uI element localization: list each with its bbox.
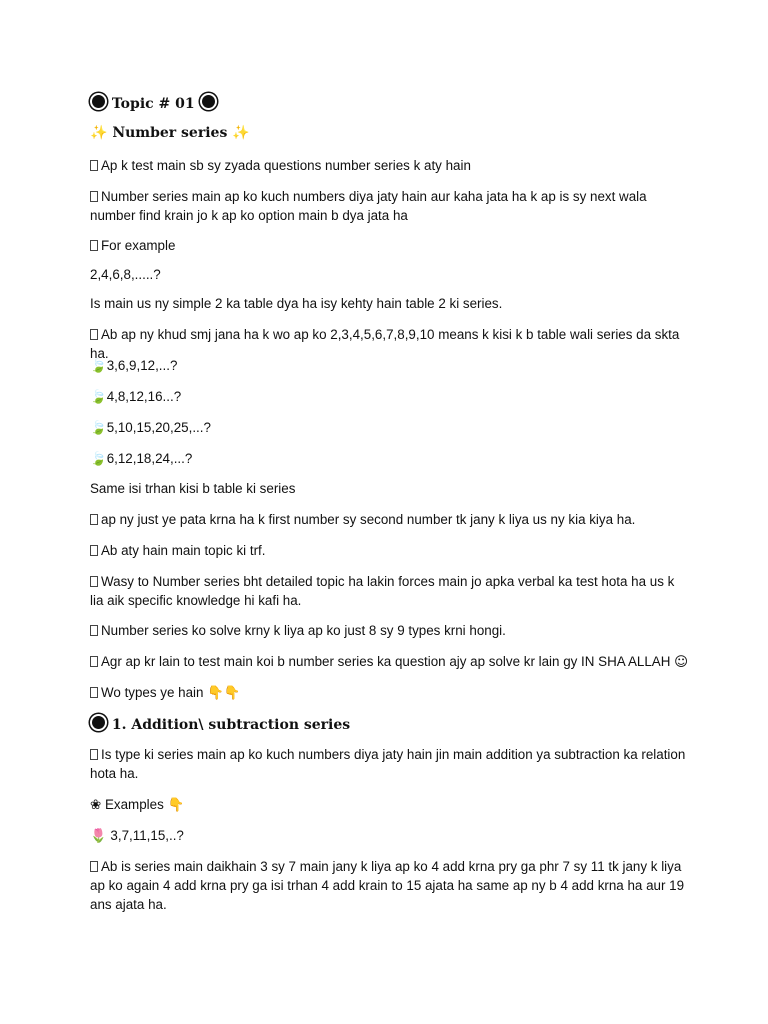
paragraph: Number series ko solve krny k liya ap ko just 8 sy 9 types krni hongi. — [90, 621, 690, 640]
missing-glyph-icon — [90, 749, 98, 760]
paragraph: Is main us ny simple 2 ka table dya ha isy kehty hain table 2 ki series. — [90, 296, 503, 311]
paragraph: Ap k test main sb sy zyada questions number series k aty hain — [90, 156, 690, 175]
list-item: 🍃4,8,12,16...? — [90, 389, 182, 405]
paragraph: Wasy to Number series bht detailed topic ha lakin forces main jo apka verbal ka test hota ha us k lia aik specific knowledge hi kafi ha. — [90, 574, 675, 608]
leaf-icon: 🍃 — [90, 359, 107, 374]
missing-glyph-icon — [90, 191, 98, 202]
leaf-icon: 🍃 — [90, 390, 107, 405]
missing-glyph-icon — [90, 329, 98, 340]
examples-label: ❀ Examples 👇 — [90, 797, 185, 813]
smile-icon: ☺ — [674, 655, 689, 670]
paragraph: Ab aty hain main topic ki trf. — [90, 541, 690, 560]
leaf-icon: 🍃 — [90, 421, 107, 436]
missing-glyph-icon — [90, 514, 98, 525]
missing-glyph-icon — [90, 576, 98, 587]
pointing-down-icon: 👇 — [167, 798, 185, 813]
missing-glyph-icon — [90, 160, 98, 171]
flower-icon: ❀ — [90, 798, 102, 813]
pointing-down-icon: 👇👇 — [207, 686, 241, 701]
missing-glyph-icon — [90, 656, 98, 667]
paragraph: Is type ki series main ap ko kuch numbers diya jaty hain jin main addition ya subtraction ka relation hota ha. — [90, 747, 686, 781]
sparkles-icon: ✨ — [232, 125, 250, 141]
number-series-heading: ✨ Number series ✨ — [90, 125, 250, 141]
paragraph: Number series main ap ko kuch numbers diya jaty hain aur kaha jata ha k ap is sy next wala number find krain jo k ap ko option main b dya jata ha — [90, 189, 647, 223]
example-series: 2,4,6,8,.....? — [90, 267, 161, 282]
paragraph: Ab ap ny khud smj jana ha k wo ap ko 2,3,4,5,6,7,8,9,10 means k kisi k b table wali series da skta ha. — [90, 327, 680, 361]
flower-icon: 🌷 — [90, 829, 107, 844]
paragraph: Agr ap kr lain to test main koi b number series ka question ajy ap solve kr lain gy IN SHA ALLAH ☺ — [90, 652, 690, 672]
paragraph: ap ny just ye pata krna ha k first number sy second number tk jany k liya us ny kia kiya ha. — [90, 510, 690, 529]
circle-icon — [90, 714, 107, 731]
circle-icon — [200, 93, 217, 110]
circle-icon — [90, 93, 107, 110]
list-item: 🍃6,12,18,24,...? — [90, 451, 193, 467]
paragraph: Same isi trhan kisi b table ki series — [90, 481, 296, 496]
sparkles-icon: ✨ — [90, 125, 108, 141]
missing-glyph-icon — [90, 240, 98, 251]
list-item: 🍃3,6,9,12,...? — [90, 358, 178, 374]
list-item: 🍃5,10,15,20,25,...? — [90, 420, 211, 436]
missing-glyph-icon — [90, 861, 98, 872]
addition-heading: 1. Addition\ subtraction series — [90, 714, 690, 735]
missing-glyph-icon — [90, 687, 98, 698]
paragraph: Ab is series main daikhain 3 sy 7 main jany k liya ap ko 4 add krna pry ga phr 7 sy 11 tk jany k liya ap ko again 4 add krna pry ga isi trhan 4 add krain to 15 ajata ha same ap ny b 4 add krna ha aur 19 ans ajata ha. — [90, 859, 685, 912]
missing-glyph-icon — [90, 545, 98, 556]
paragraph: For example — [90, 236, 690, 255]
leaf-icon: 🍃 — [90, 452, 107, 467]
example-series: 🌷 3,7,11,15,..? — [90, 828, 184, 844]
paragraph: Wo types ye hain 👇👇 — [90, 683, 690, 703]
topic-heading: Topic # 01 — [90, 93, 690, 114]
missing-glyph-icon — [90, 625, 98, 636]
